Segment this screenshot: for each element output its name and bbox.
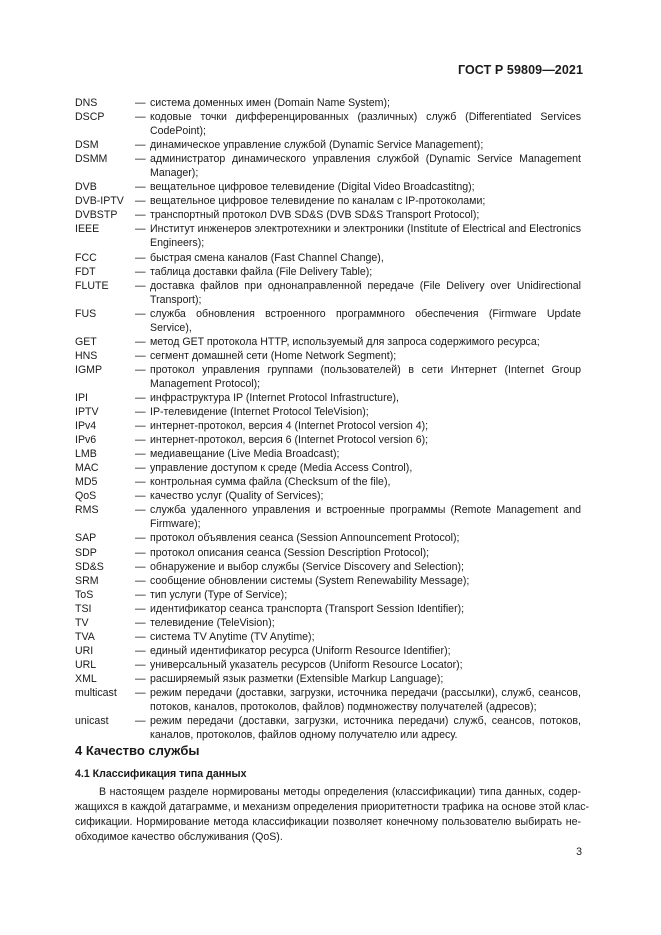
abbreviation-definition: динамическое управление службой (Dynamic Service Management); <box>150 139 484 152</box>
abbreviation-row <box>75 475 581 489</box>
abbreviation-dash: — <box>135 504 146 517</box>
abbreviation-dash: — <box>135 363 146 376</box>
abbreviation-dash: — <box>135 715 146 728</box>
abbreviation-row <box>75 616 581 630</box>
abbreviation-definition: тип услуги (Type of Service); <box>150 588 288 601</box>
abbreviation-term: TV <box>75 616 89 629</box>
abbreviation-dash: — <box>135 532 146 545</box>
abbreviation-definition: обнаружение и выбор службы (Service Discovery and Selection); <box>150 560 465 573</box>
abbreviation-term: ToS <box>75 588 94 601</box>
abbreviation-term: FCC <box>75 251 97 264</box>
abbreviation-definition: метод GET протокола HTTP, используемый для запроса содержимого ресурса; <box>150 335 540 348</box>
abbreviation-row <box>75 574 581 588</box>
abbreviation-term: IPI <box>75 391 88 404</box>
abbreviation-row <box>75 644 581 658</box>
abbreviation-row <box>75 335 581 349</box>
section-title: 4 Качество службы <box>75 743 200 758</box>
abbreviation-dash: — <box>135 265 146 278</box>
abbreviation-term: TSI <box>75 602 92 615</box>
abbreviation-dash: — <box>135 602 146 615</box>
abbreviation-definition: сегмент домашней сети (Home Network Segment); <box>150 349 397 362</box>
abbreviation-dash: — <box>135 97 146 109</box>
abbreviation-definition: телевидение (TeleVision); <box>150 616 275 629</box>
abbreviation-dash: — <box>135 658 146 671</box>
abbreviation-row <box>75 686 581 714</box>
abbreviation-term: GET <box>75 335 97 348</box>
abbreviation-dash: — <box>135 448 146 461</box>
abbreviation-dash: — <box>135 391 146 404</box>
abbreviation-term: TVA <box>75 630 95 643</box>
abbreviation-dash: — <box>135 335 146 348</box>
abbreviation-term: FDT <box>75 265 96 278</box>
abbreviation-definition: контрольная сумма файла (Checksum of the file), <box>150 476 391 489</box>
abbreviation-term: DSCP <box>75 111 105 124</box>
abbreviation-term: IPv4 <box>75 420 97 433</box>
abbreviation-term: HNS <box>75 349 98 362</box>
abbreviation-definition: служба удаленного управления и встроенные программы (Remote Management and Firmware); <box>150 504 581 531</box>
abbreviation-dash: — <box>135 588 146 601</box>
abbreviation-definition: транспортный протокол DVB SD&S (DVB SD&S Transport Protocol); <box>150 209 480 222</box>
abbreviation-row <box>75 489 581 503</box>
abbreviation-dash: — <box>135 476 146 489</box>
abbreviation-dash: — <box>135 616 146 629</box>
abbreviation-definition: инфраструктура IP (Internet Protocol Infrastructure), <box>150 391 399 404</box>
abbreviation-definition: система доменных имен (Domain Name System); <box>150 97 390 109</box>
paragraph-line: обходимое качество обслуживания (QoS). <box>75 831 283 843</box>
abbreviation-term: IPv6 <box>75 434 97 447</box>
paragraph-line: жащихся в каждой датаграмме, и механизм определения приоритетности трафика на основе этой клас- <box>75 801 590 813</box>
abbreviation-term: DNS <box>75 97 98 109</box>
abbreviation-definition: сообщение обновлении системы (System Renewability Message); <box>150 574 470 587</box>
abbreviation-row <box>75 419 581 433</box>
abbreviation-term: LMB <box>75 448 97 461</box>
abbreviation-row <box>75 461 581 475</box>
abbreviation-row <box>75 546 581 560</box>
abbreviation-definition: IP-телевидение (Internet Protocol TeleVision); <box>150 406 369 419</box>
abbreviation-term: IEEE <box>75 223 100 236</box>
abbreviation-term: URL <box>75 658 97 671</box>
abbreviation-definition: режим передачи (доставки, загрузки, источника передачи) служб, сеансов, потоков, каналов, протоколов, файлов одному получателю или адресу. <box>150 715 581 742</box>
abbreviation-term: XML <box>75 672 97 685</box>
abbreviation-dash: — <box>135 686 146 699</box>
body-paragraph <box>75 785 590 845</box>
abbreviation-dash: — <box>135 349 146 362</box>
abbreviation-term: unicast <box>75 715 109 728</box>
abbreviation-dash: — <box>135 111 146 124</box>
abbreviation-row <box>75 110 581 138</box>
abbreviation-term: URI <box>75 644 94 657</box>
abbreviation-row <box>75 138 581 152</box>
abbreviation-row <box>75 531 581 545</box>
abbreviation-definition: протокол управления группами (пользователей) в сети Интернет (Internet Group Management Protocol); <box>150 363 581 390</box>
abbreviation-dash: — <box>135 223 146 236</box>
abbreviation-term: multicast <box>75 686 117 699</box>
abbreviation-dash: — <box>135 560 146 573</box>
abbreviation-definition: протокол описания сеанса (Session Description Protocol); <box>150 546 430 559</box>
abbreviation-dash: — <box>135 644 146 657</box>
abbreviation-dash: — <box>135 406 146 419</box>
abbreviation-term: SAP <box>75 532 97 545</box>
subsection-title: 4.1 Классификация типа данных <box>75 768 247 780</box>
abbreviation-dash: — <box>135 279 146 292</box>
abbreviation-definition: качество услуг (Quality of Services); <box>150 490 324 503</box>
abbreviation-dash: — <box>135 139 146 152</box>
abbreviation-term: DVBSTP <box>75 209 118 222</box>
abbreviation-definition: быстрая смена каналов (Fast Channel Change), <box>150 251 384 264</box>
abbreviation-row <box>75 180 581 194</box>
abbreviations-list <box>75 96 581 742</box>
abbreviation-row <box>75 714 581 742</box>
abbreviation-dash: — <box>135 630 146 643</box>
abbreviation-definition: таблица доставки файла (File Delivery Table); <box>150 265 373 278</box>
abbreviation-term: FUS <box>75 307 97 320</box>
abbreviation-definition: протокол объявления сеанса (Session Announcement Protocol); <box>150 532 460 545</box>
abbreviation-dash: — <box>135 209 146 222</box>
abbreviation-term: IPTV <box>75 406 99 419</box>
abbreviation-definition: кодовые точки дифференцированных (различных) служб (Differentiated Services CodePoint); <box>150 111 581 138</box>
abbreviation-row <box>75 447 581 461</box>
abbreviation-dash: — <box>135 251 146 264</box>
abbreviation-dash: — <box>135 153 146 166</box>
abbreviation-definition: вещательное цифровое телевидение по каналам с IP-протоколами; <box>150 195 486 208</box>
abbreviation-term: MD5 <box>75 476 98 489</box>
abbreviation-dash: — <box>135 672 146 685</box>
abbreviation-dash: — <box>135 420 146 433</box>
abbreviation-row <box>75 560 581 574</box>
abbreviation-row <box>75 265 581 279</box>
abbreviation-term: SDP <box>75 546 97 559</box>
abbreviation-dash: — <box>135 462 146 475</box>
abbreviation-term: DSM <box>75 139 99 152</box>
abbreviation-term: DSMM <box>75 153 108 166</box>
abbreviation-definition: единый идентификатор ресурса (Uniform Resource Identifier); <box>150 644 451 657</box>
abbreviation-dash: — <box>135 574 146 587</box>
abbreviation-dash: — <box>135 307 146 320</box>
paragraph-line: В настоящем разделе нормированы методы определения (классификации) типа данных, содер- <box>99 786 581 798</box>
abbreviation-definition: идентификатор сеанса транспорта (Transport Session Identifier); <box>150 602 465 615</box>
abbreviation-row <box>75 251 581 265</box>
abbreviation-row <box>75 279 581 307</box>
abbreviation-term: RMS <box>75 504 99 517</box>
abbreviation-row <box>75 433 581 447</box>
abbreviation-dash: — <box>135 181 146 194</box>
abbreviation-row <box>75 152 581 180</box>
abbreviation-row <box>75 391 581 405</box>
abbreviation-definition: доставка файлов при однонаправленной передаче (File Delivery over Unidirectional Transport); <box>150 279 581 306</box>
abbreviation-term: SD&S <box>75 560 104 573</box>
abbreviation-term: DVB-IPTV <box>75 195 124 208</box>
abbreviation-term: MAC <box>75 462 99 475</box>
abbreviation-definition: режим передачи (доставки, загрузки, источника передачи (рассылки), служб, сеансов, потоков, каналов, протоколов, файлов) подмножеству получателей (адресов); <box>150 686 581 714</box>
abbreviation-row <box>75 630 581 644</box>
abbreviation-definition: универсальный указатель ресурсов (Uniform Resource Locator); <box>150 658 463 671</box>
abbreviation-row <box>75 208 581 222</box>
abbreviation-definition: администратор динамического управления службой (Dynamic Service Management Manager); <box>150 153 581 180</box>
abbreviation-row <box>75 349 581 363</box>
abbreviation-definition: система TV Anytime (TV Anytime); <box>150 630 315 643</box>
document-header: ГОСТ Р 59809—2021 <box>457 63 583 77</box>
abbreviation-definition: вещательное цифровое телевидение (Digital Video Broadcastitng); <box>150 181 475 194</box>
abbreviation-row <box>75 602 581 616</box>
abbreviation-dash: — <box>135 546 146 559</box>
abbreviation-term: DVB <box>75 181 97 194</box>
abbreviation-row <box>75 672 581 686</box>
abbreviation-definition: Институт инженеров электротехники и электроники (Institute of Electrical and Electronics Engineers); <box>150 223 581 250</box>
abbreviation-dash: — <box>135 490 146 503</box>
abbreviation-definition: интернет-протокол, версия 4 (Internet Protocol version 4); <box>150 420 429 433</box>
abbreviation-term: SRM <box>75 574 99 587</box>
abbreviation-row <box>75 503 581 531</box>
abbreviation-definition: управление доступом к среде (Media Access Control), <box>150 462 413 475</box>
abbreviation-row <box>75 96 581 110</box>
abbreviation-row <box>75 658 581 672</box>
abbreviation-definition: расширяемый язык разметки (Extensible Markup Language); <box>150 672 444 685</box>
abbreviation-definition: интернет-протокол, версия 6 (Internet Protocol version 6); <box>150 434 429 447</box>
paragraph-line: сификации. Нормирование метода классификации позволяет конечному пользователю выбирать не- <box>75 816 581 828</box>
abbreviation-row <box>75 222 581 250</box>
abbreviation-row <box>75 363 581 391</box>
abbreviation-dash: — <box>135 434 146 447</box>
abbreviation-term: FLUTE <box>75 279 109 292</box>
abbreviation-row <box>75 405 581 419</box>
page-number: 3 <box>576 846 582 858</box>
abbreviation-term: QoS <box>75 490 97 503</box>
abbreviation-term: IGMP <box>75 363 103 376</box>
abbreviation-row <box>75 194 581 208</box>
abbreviation-definition: служба обновления встроенного программного обеспечения (Firmware Update Service), <box>150 307 581 334</box>
abbreviation-row <box>75 307 581 335</box>
abbreviation-definition: медиавещание (Live Media Broadcast); <box>150 448 340 461</box>
abbreviation-dash: — <box>135 195 146 208</box>
abbreviation-row <box>75 588 581 602</box>
